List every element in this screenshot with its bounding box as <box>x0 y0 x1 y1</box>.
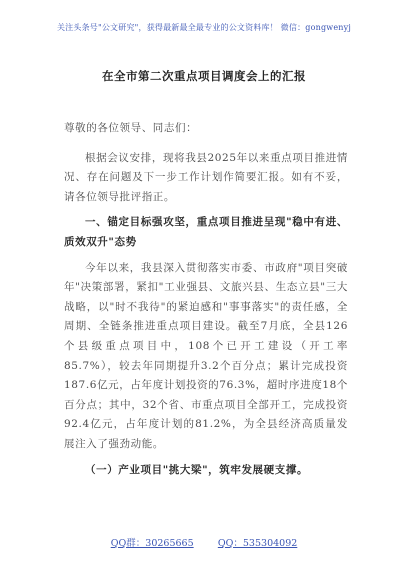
document-title: 在全市第二次重点项目调度会上的汇报 <box>102 69 306 83</box>
subsection-heading-1: （一）产业项目"挑大梁"，筑牢发展硬支撑。 <box>85 463 309 476</box>
intro-paragraph: 根据会议安排，现将我县2025年以来重点项目推进情况、存在问题及下一步工作计划作简要汇报。如有不妥，请各位领导批评指正。 <box>64 151 348 203</box>
qq-contact-link[interactable]: QQ：535304092 <box>217 538 298 549</box>
contact-footer <box>0 535 408 549</box>
body-paragraph-1: 今年以来，我县深入贯彻落实市委、市政府"项目突破年"决策部署，紧扣"工业强县、文旅兴县、生态立县"三大战略，以"时不我待"的紧迫感和"事事落实"的责任感，全周期、全链条推进重点项目建设。截至7月底，全县126个县级重点项目中，108个已开工建设（开工率85.7%），较去年同期提升3.2个百分点；累计完成投资187.6亿元，占年度计划投资的76.3%，超时序进度18个百分点；其中，32个省、市重点项目全部开工，完成投资92.4亿元，占年度计划的81.2%，为全县经济高质量发展注入了强劲动能。 <box>64 261 348 450</box>
section-heading-1: 一、锚定目标强攻坚，重点项目推进呈现"稳中有进、质效双升"态势 <box>64 216 348 248</box>
qq-group-link[interactable]: QQ群：30265665 <box>110 538 194 549</box>
promo-banner: 关注头条号"公文研究"，获得最新最全最专业的公文资料库！ 微信：gongwenyj <box>56 23 352 32</box>
salutation: 尊敬的各位领导、同志们： <box>64 122 198 134</box>
document-body <box>64 119 348 480</box>
